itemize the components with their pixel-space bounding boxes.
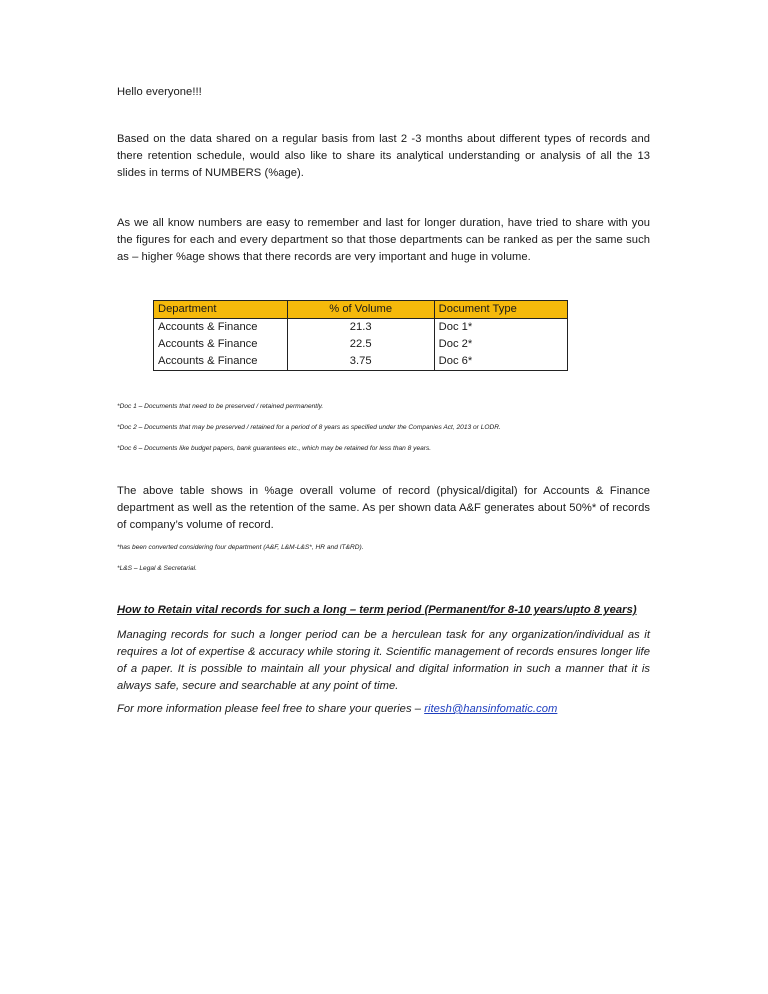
- cell-document-type: Doc 1*: [434, 319, 567, 337]
- header-department: Department: [154, 301, 288, 319]
- paragraph-numbers: As we all know numbers are easy to remember and last for longer duration, have tried to share with you the figures for each and every department so that those departments can be ranked as per the same such as – higher %age shows that there records are very important and huge in volume.: [117, 217, 650, 263]
- table-header-row: [154, 301, 568, 319]
- contact-text: For more information please feel free to share your queries –: [117, 703, 425, 715]
- cell-volume: 21.3: [287, 319, 434, 337]
- paragraph-intro: Based on the data shared on a regular basis from last 2 -3 months about different types of records and there retention schedule, would also like to share its analytical understanding or analysis of all the 13 slides in terms of NUMBERS (%age).: [117, 133, 650, 179]
- cell-department: Accounts & Finance: [154, 353, 288, 371]
- paragraph-table-summary: The above table shows in %age overall volume of record (physical/digital) for Accounts & Finance department as well as the retention of the same. As per shown data A&F generates about 50%* of records of company’s volume of record.: [117, 485, 650, 531]
- greeting: Hello everyone!!!: [117, 86, 202, 98]
- cell-department: Accounts & Finance: [154, 336, 288, 353]
- email-link[interactable]: ritesh@hansinfomatic.com: [424, 703, 558, 715]
- footnote-doc6: *Doc 6 – Documents like budget papers, bank guarantees etc., which may be retained for less than 8 years.: [117, 445, 432, 452]
- cell-volume: 22.5: [287, 336, 434, 353]
- volume-table: [153, 300, 568, 371]
- cell-volume: 3.75: [287, 353, 434, 371]
- section-heading: How to Retain vital records for such a long – term period (Permanent/for 8-10 years/upto 8 years): [117, 604, 637, 616]
- footnote-conversion: *has been converted considering four department (A&F, L&M-L&S*, HR and IT&RD).: [117, 544, 364, 551]
- cell-document-type: Doc 2*: [434, 336, 567, 353]
- header-document-type: Document Type: [434, 301, 567, 319]
- contact-line: [117, 701, 650, 718]
- table-row: [154, 353, 568, 371]
- cell-department: Accounts & Finance: [154, 319, 288, 337]
- table-row: [154, 319, 568, 337]
- header-volume: % of Volume: [287, 301, 434, 319]
- cell-document-type: Doc 6*: [434, 353, 567, 371]
- table-row: [154, 336, 568, 353]
- paragraph-retention: Managing records for such a longer period can be a herculean task for any organization/individual as it requires a lot of expertise & accuracy while storing it. Scientific management of records ensures longer life of a paper. It is possible to maintain all your physical and digital information in such a manner that it is always safe, secure and searchable at any point of time.: [117, 629, 650, 692]
- footnote-doc2: *Doc 2 – Documents that may be preserved / retained for a period of 8 years as specified under the Companies Act, 2013 or LODR.: [117, 424, 501, 431]
- footnote-legal: *L&S – Legal & Secretarial.: [117, 565, 197, 572]
- footnote-doc1: *Doc 1 – Documents that need to be preserved / retained permanently.: [117, 403, 324, 410]
